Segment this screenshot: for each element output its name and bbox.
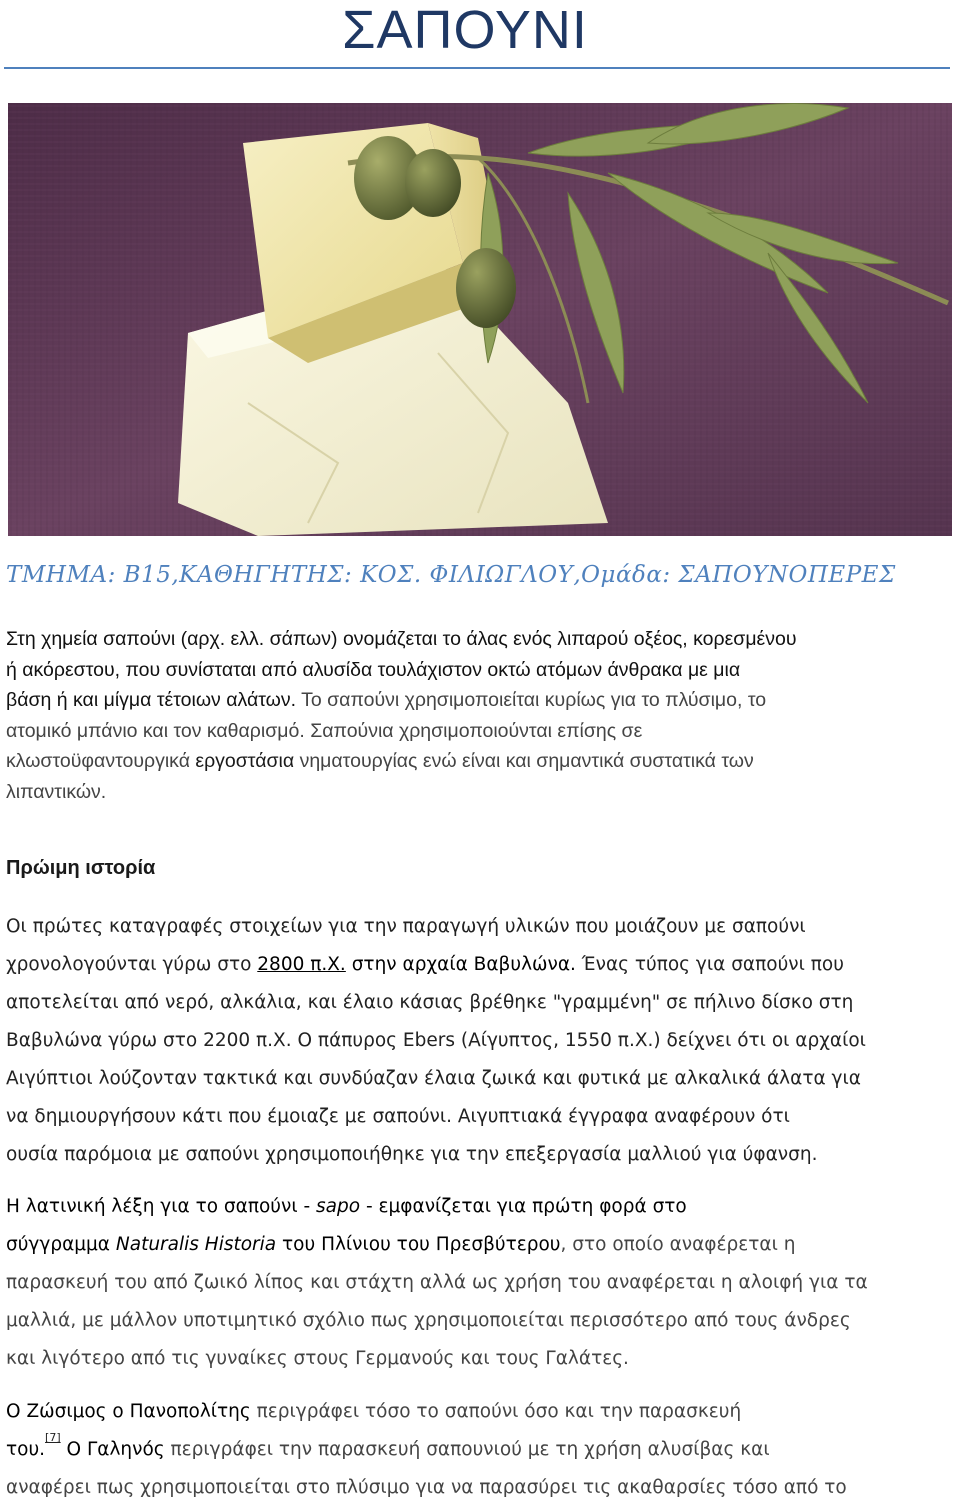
text-line: και λιγότερο από τις γυναίκες στους Γερμανούς και τους Γαλάτες. bbox=[6, 1348, 629, 1369]
text-line: αποτελείται από νερό, αλκάλια, και έλαιο κάσιας βρέθηκε "γραμμένη" σε πήλινο δίσκο στη bbox=[6, 992, 854, 1013]
text: χρονολογούνται γύρω στο bbox=[6, 954, 258, 975]
document-subtitle: ΤΜΗΜΑ: Β15,ΚΑΘΗΓΗΤΗΣ: ΚΟΣ. ΦΙΛΙΩΓΛΟΥ,Ομάδα: ΣΑΠΟΥΝΟΠΕΡΕΣ bbox=[6, 562, 896, 588]
date-link[interactable]: 2800 π.Χ. bbox=[257, 954, 346, 975]
intro-text: βάση ή και μίγμα τέτοιων αλάτων. bbox=[6, 689, 302, 711]
factory-link[interactable]: εργοστάσια bbox=[195, 750, 295, 772]
intro-line: ή ακόρεστου, που συνίσταται από αλυσίδα τουλάχιστον οκτώ ατόμων άνθρακα με μια bbox=[6, 658, 741, 681]
text: σύγγραμμα bbox=[6, 1234, 116, 1255]
title-divider bbox=[4, 67, 950, 69]
intro-line: λιπαντικών. bbox=[6, 780, 107, 803]
text: περιγράφει τόσο το σαπούνι όσο και την παρασκευή bbox=[250, 1401, 742, 1422]
intro-line bbox=[6, 746, 941, 777]
history-paragraph-2 bbox=[6, 1188, 946, 1378]
text-line: αναφέρει πως χρησιμοποιείται στο πλύσιμο για να παρασύρει τις ακαθαρσίες τόσο από το bbox=[6, 1477, 847, 1498]
text-line bbox=[6, 1431, 946, 1469]
text: Η λατινική λέξη για το σαπούνι - bbox=[6, 1196, 317, 1217]
text-line: Αιγύπτιοι λούζονταν τακτικά και συνδύαζαν έλαια ζωικά και φυτικά με αλκαλικά άλατα για bbox=[6, 1068, 861, 1089]
intro-text: νηματουργίας ενώ είναι και σημαντικά συστατικά των bbox=[294, 750, 754, 772]
text: στην αρχαία Βαβυλώνα. bbox=[345, 954, 576, 975]
history-paragraph-1 bbox=[6, 908, 946, 1174]
text-line bbox=[6, 1226, 946, 1264]
text-line: Οι πρώτες καταγραφές στοιχείων για την παραγωγή υλικών που μοιάζουν με σαπούνι bbox=[6, 916, 806, 937]
soap-olive-photo bbox=[8, 103, 952, 536]
intro-paragraph bbox=[6, 624, 941, 807]
section-heading: Πρώιμη ιστορία bbox=[6, 857, 156, 879]
book-title: Naturalis Historia bbox=[115, 1234, 277, 1255]
text-line: να δημιουργήσουν κάτι που έμοιαζε με σαπούνι. Αιγυπτιακά έγγραφα αναφέρουν ότι bbox=[6, 1106, 790, 1127]
intro-line bbox=[6, 685, 941, 716]
galen-link[interactable]: Ο Γαληνός bbox=[60, 1439, 165, 1460]
text: , στο οποίο αναφέρεται η bbox=[560, 1234, 796, 1255]
text: - εμφανίζεται για πρώτη φορά στο bbox=[360, 1196, 687, 1217]
intro-text: Το σαπούνι χρησιμοποιείται κυρίως για το πλύσιμο, το bbox=[301, 689, 767, 711]
text-line bbox=[6, 1393, 946, 1431]
text-line bbox=[6, 946, 946, 984]
text: του. bbox=[6, 1439, 46, 1460]
text-line: ουσία παρόμοια με σαπούνι χρησιμοποιήθηκε για την επεξεργασία μαλλιού για ύφανση. bbox=[6, 1144, 818, 1165]
reference-link[interactable]: [7] bbox=[45, 1431, 61, 1444]
intro-text: Σαπούνια χρησιμοποιούνται επίσης σε bbox=[310, 719, 643, 742]
latin-word: sapo bbox=[316, 1196, 361, 1217]
text-line: μαλλιά, με μάλλον υποτιμητικό σχόλιο πως χρησιμοποιείται περισσότερο από τους άνδρες bbox=[6, 1310, 851, 1331]
author-link[interactable]: του Πλίνιου του Πρεσβύτερου bbox=[276, 1234, 561, 1255]
text: Ένας τύπος για σαπούνι που bbox=[575, 954, 844, 975]
page-title: ΣΑΠΟΥΝΙ bbox=[342, 0, 588, 60]
intro-text: ατομικό μπάνιο και τον καθαρισμό. bbox=[6, 719, 311, 742]
text-line bbox=[6, 1188, 946, 1226]
text: περιγράφει την παρασκευή σαπουνιού με τη χρήση αλυσίβας και bbox=[164, 1439, 770, 1460]
text-line: παρασκευή του από ζωικό λίπος και στάχτη αλλά ως χρήση του αναφέρεται η αλοιφή για τα bbox=[6, 1272, 868, 1293]
intro-line bbox=[6, 716, 941, 747]
intro-text: κλωστοϋφαντουργικά bbox=[6, 750, 196, 772]
text-line: Βαβυλώνα γύρω στο 2200 π.Χ. Ο πάπυρος Ebers (Αίγυπτος, 1550 π.Χ.) δείχνει ότι οι αρχαίοι bbox=[6, 1030, 866, 1051]
zosimos-link[interactable]: Ο Ζώσιμος ο Πανοπολίτης bbox=[6, 1401, 251, 1422]
history-paragraph-3 bbox=[6, 1393, 946, 1507]
intro-line: Στη χημεία σαπούνι (αρχ. ελλ. σάπων) ονομάζεται το άλας ενός λιπαρού οξέος, κορεσμένου bbox=[6, 628, 797, 650]
